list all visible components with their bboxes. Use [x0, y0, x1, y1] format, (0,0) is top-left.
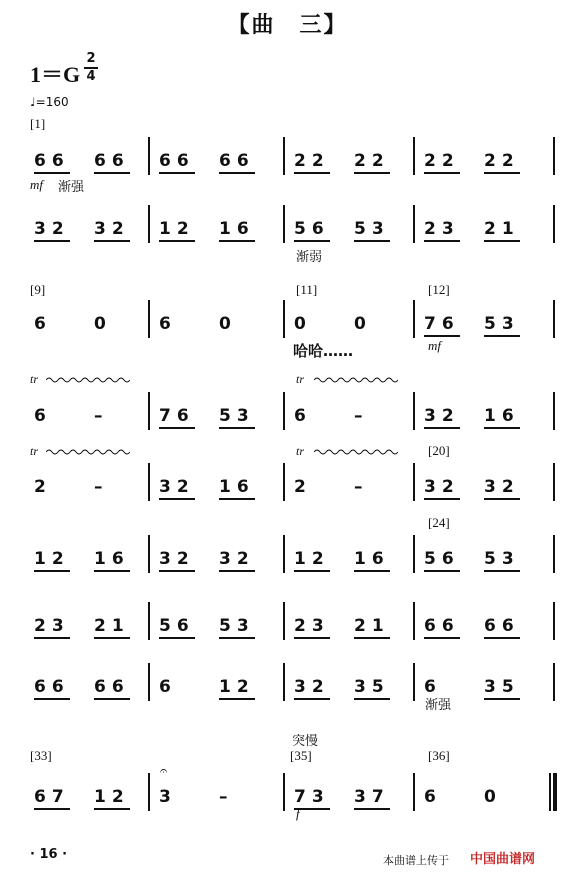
note-group: 22 — [294, 151, 330, 174]
barline — [283, 602, 285, 640]
upload-credit: 本曲谱上传于 — [383, 854, 449, 867]
note-group: 23 — [424, 219, 460, 242]
barline — [283, 205, 285, 243]
note-group: 32 — [159, 549, 195, 572]
note-group: 6 — [159, 677, 177, 697]
note-group: – — [94, 477, 109, 497]
note-group: 53 — [219, 406, 255, 429]
key-signature: 1＝G — [30, 62, 81, 87]
note-group: 66 — [34, 677, 70, 700]
dynamic-mf-2: mf — [428, 338, 441, 353]
note-group: 6 — [424, 677, 442, 697]
note-group: 76 — [159, 406, 195, 429]
rehearsal-mark-9: [9] — [30, 282, 46, 297]
note-group: 6 — [159, 314, 177, 334]
barline — [553, 205, 555, 243]
trill-wave-4 — [314, 448, 398, 456]
barline — [283, 535, 285, 573]
score-system — [28, 392, 558, 432]
score-system — [28, 205, 558, 245]
barline — [148, 137, 150, 175]
note-group: 32 — [34, 219, 70, 242]
note-group: 53 — [219, 616, 255, 639]
note-group: 73 — [294, 787, 330, 810]
rehearsal-mark-24: [24] — [428, 515, 450, 530]
note-group: 32 — [484, 477, 520, 500]
note-group: 32 — [424, 406, 460, 429]
barline — [413, 463, 415, 501]
note-group: 66 — [484, 616, 520, 639]
note-group: 2 — [34, 477, 52, 497]
rehearsal-mark-11: [11] — [296, 282, 318, 297]
barline — [553, 300, 555, 338]
barline — [148, 602, 150, 640]
barline — [553, 463, 555, 501]
note-group: 21 — [94, 616, 130, 639]
dynamic-mf: mf — [30, 177, 43, 192]
note-group: 53 — [354, 219, 390, 242]
note-group: 76 — [424, 314, 460, 337]
time-signature-top: 2 — [86, 51, 96, 66]
final-barline-thin — [549, 773, 551, 811]
note-group: 0 — [219, 314, 237, 334]
note-group: 0 — [94, 314, 112, 334]
barline — [283, 663, 285, 701]
note-group: 22 — [424, 151, 460, 174]
note-group: 22 — [484, 151, 520, 174]
barline — [413, 602, 415, 640]
crescendo-marking: 渐强 — [58, 180, 85, 195]
laugh-text: 哈哈…… — [293, 342, 354, 360]
barline — [413, 205, 415, 243]
trill-mark-4: tr — [296, 444, 305, 458]
barline — [553, 392, 555, 430]
barline — [283, 137, 285, 175]
trill-wave-3 — [46, 448, 130, 456]
barline — [148, 205, 150, 243]
note-group: 16 — [354, 549, 390, 572]
note-group: 6 — [294, 406, 312, 426]
score-system — [28, 773, 558, 813]
barline — [553, 535, 555, 573]
note-group: 16 — [219, 219, 255, 242]
note-group: 56 — [424, 549, 460, 572]
barline — [283, 773, 285, 811]
note-group: 21 — [354, 616, 390, 639]
note-group: – — [219, 787, 234, 807]
note-group: 0 — [484, 787, 502, 807]
barline — [283, 463, 285, 501]
time-signature — [84, 52, 98, 84]
barline — [413, 392, 415, 430]
note-group: 35 — [354, 677, 390, 700]
barline — [413, 535, 415, 573]
page-number: · 16 · — [30, 847, 68, 862]
fermata-icon: 𝄐 — [160, 764, 168, 779]
time-signature-bottom: 4 — [86, 69, 96, 84]
note-group: 32 — [219, 549, 255, 572]
tempo-marking: ♩=160 — [30, 95, 69, 109]
note-group: 23 — [34, 616, 70, 639]
trill-mark-2: tr — [296, 372, 305, 386]
note-group: 35 — [484, 677, 520, 700]
dynamic-f: f — [296, 806, 300, 821]
barline — [553, 137, 555, 175]
note-group: – — [354, 406, 369, 426]
barline — [148, 773, 150, 811]
barline — [283, 300, 285, 338]
barline — [148, 663, 150, 701]
note-group: 66 — [219, 151, 255, 174]
note-group: 16 — [219, 477, 255, 500]
note-group: 6 — [34, 406, 52, 426]
note-group: 56 — [159, 616, 195, 639]
score-system — [28, 300, 558, 340]
note-group: 12 — [34, 549, 70, 572]
note-group: 66 — [94, 677, 130, 700]
trill-wave — [46, 376, 130, 384]
note-group: 53 — [484, 549, 520, 572]
sudden-slow-marking: 突慢 — [292, 734, 319, 749]
note-group: 2 — [294, 477, 312, 497]
score-system — [28, 535, 558, 575]
rehearsal-mark-1: [1] — [30, 116, 46, 131]
note-group: 21 — [484, 219, 520, 242]
barline — [283, 392, 285, 430]
note-group: 56 — [294, 219, 330, 242]
trill-wave-2 — [314, 376, 398, 384]
diminuendo-marking: 渐弱 — [296, 250, 323, 265]
rehearsal-mark-35: [35] — [290, 748, 312, 763]
barline — [413, 300, 415, 338]
score-system — [28, 463, 558, 503]
rehearsal-mark-36: [36] — [428, 748, 450, 763]
note-group: 32 — [424, 477, 460, 500]
note-group: 66 — [424, 616, 460, 639]
rehearsal-mark-12: [12] — [428, 282, 450, 297]
barline — [413, 663, 415, 701]
note-group: 22 — [354, 151, 390, 174]
trill-mark-3: tr — [30, 444, 39, 458]
note-group: 0 — [294, 314, 312, 334]
score-system — [28, 602, 558, 642]
trill-mark: tr — [30, 372, 39, 386]
note-group: – — [94, 406, 109, 426]
note-group: 6 — [34, 314, 52, 334]
note-group: 12 — [219, 677, 255, 700]
note-group: 12 — [94, 787, 130, 810]
note-group: 67 — [34, 787, 70, 810]
score-system — [28, 137, 558, 177]
barline — [553, 663, 555, 701]
note-group: 12 — [294, 549, 330, 572]
site-logo: 中国曲谱网 — [470, 852, 536, 867]
crescendo-marking-2: 渐强 — [425, 698, 452, 713]
note-group: 66 — [94, 151, 130, 174]
barline — [148, 300, 150, 338]
note-group: 37 — [354, 787, 390, 810]
note-group: 32 — [294, 677, 330, 700]
score-title: 【曲 三】 — [227, 13, 348, 38]
barline — [148, 392, 150, 430]
note-group: 0 — [354, 314, 372, 334]
barline — [413, 773, 415, 811]
barline — [553, 602, 555, 640]
note-group: 66 — [34, 151, 70, 174]
note-group: 32 — [94, 219, 130, 242]
rehearsal-mark-33: [33] — [30, 748, 52, 763]
note-group: 66 — [159, 151, 195, 174]
barline — [148, 535, 150, 573]
barline — [413, 137, 415, 175]
note-group: 23 — [294, 616, 330, 639]
note-group: 3 — [159, 787, 177, 807]
note-group: – — [354, 477, 369, 497]
note-group: 53 — [484, 314, 520, 337]
final-barline-thick — [553, 773, 557, 811]
rehearsal-mark-20: [20] — [428, 443, 450, 458]
score-system — [28, 663, 558, 703]
note-group: 12 — [159, 219, 195, 242]
barline — [148, 463, 150, 501]
note-group: 16 — [484, 406, 520, 429]
note-group: 16 — [94, 549, 130, 572]
note-group: 6 — [424, 787, 442, 807]
note-group: 32 — [159, 477, 195, 500]
